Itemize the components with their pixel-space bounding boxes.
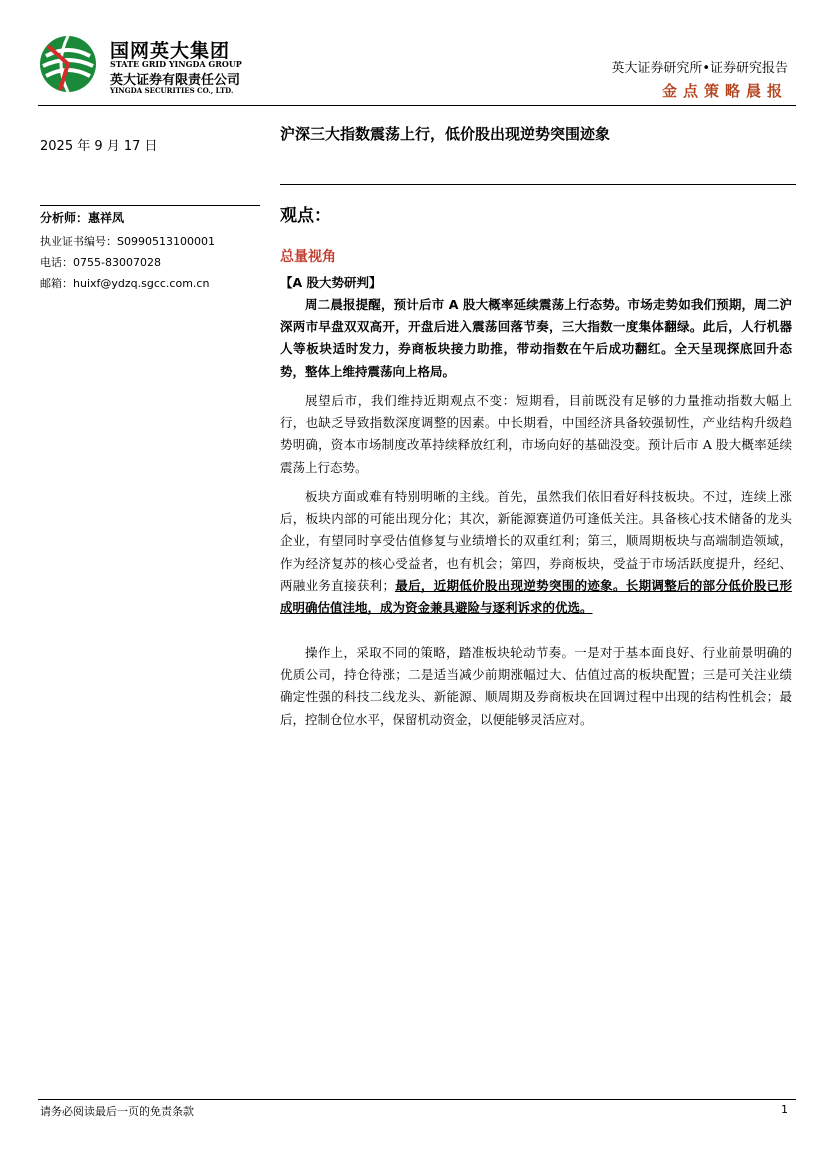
institution-label: 英大证券研究所•证券研究报告 (611, 61, 788, 76)
sidebar-divider (40, 205, 260, 206)
logo-cn2-text: 英大证券有限责任公司 (110, 73, 241, 88)
header-divider (38, 105, 796, 106)
section-heading: 总量视角 (280, 249, 336, 265)
page-number: 1 (781, 1103, 788, 1116)
sectors-highlight: 最后，近期低价股出现逆势突围的迹象。长期调整后的部分低价股已形成明确估值洼地，成为资金兼具避险与逐利诉求的优选。 (280, 577, 792, 616)
analyst-name: 分析师：惠祥凤 (40, 211, 125, 225)
paragraph-sectors (280, 486, 792, 619)
logo-en2-text: YINGDA SECURITIES CO., LTD. (110, 86, 234, 95)
logo-en-text: STATE GRID YINGDA GROUP (110, 59, 242, 69)
disclaimer-note: 请务必阅读最后一页的免责条款 (40, 1105, 194, 1118)
globe-logo-icon (38, 34, 98, 94)
logo-cn-text: 国网英大集团 (110, 40, 231, 62)
sectors-text: 板块方面或难有特别明晰的主线。首先，虽然我们依旧看好科技板块。不过，连续上涨后，板块内部的可能出现分化；其次，新能源赛道仍可逢低关注。具备核心技术储备的龙头企业，有望同时享受估值修复与业绩增长的双重红利；第三，顺周期板块与高端制造领域，作为经济复苏的核心受益者，也有机会；第四，券商板块，受益于市场活跃度提升，经纪、两融业务直接获利； (280, 489, 792, 593)
paragraph-summary: 周二晨报提醒，预计后市 A 股大概率延续震荡上行态势。市场走势如我们预期，周二沪深两市早盘双双高开，开盘后进入震荡回落节奏，三大指数一度集体翻绿。此后，人行机器人等板块适时发力，券商板块接力助推，带动指数在午后成功翻红。全天呈现探底回升态势，整体上维持震荡向上格局。 (280, 297, 792, 379)
footer-divider (38, 1099, 796, 1100)
subsection-heading: 【A 股大势研判】 (280, 275, 382, 290)
report-type-label: 金点策略晨报 (661, 82, 788, 100)
company-logo (38, 34, 252, 94)
title-divider (280, 184, 796, 185)
report-title: 沪深三大指数震荡上行，低价股出现逆势突围迹象 (280, 125, 611, 143)
paragraph-outlook: 展望后市，我们维持近期观点不变：短期看，目前既没有足够的力量推动指数大幅上行，也缺乏导致指数深度调整的因素。中长期看，中国经济具备较强韧性，产业结构升级趋势明确，资本市场制度改革持续释放红利，市场向好的基础没变。预计后市 A 股大概率延续震荡上行态势。 (280, 393, 792, 475)
view-heading: 观点： (280, 206, 331, 226)
phone-number: 电话：0755-83007028 (40, 256, 161, 269)
report-date: 2025 年 9 月 17 日 (40, 139, 158, 154)
cert-number: 执业证书编号：S0990513100001 (40, 235, 215, 248)
paragraph-operations: 操作上，采取不同的策略，踏准板块轮动节奏。一是对于基本面良好、行业前景明确的优质公司，持仓待涨；二是适当减少前期涨幅过大、估值过高的板块配置；三是可关注业绩确定性强的科技二线龙头、新能源、顺周期及券商板块在回调过程中出现的结构性机会；最后，控制仓位水平，保留机动资金，以便能够灵活应对。 (280, 645, 792, 727)
email-address: 邮箱：huixf@ydzq.sgcc.com.cn (40, 277, 210, 290)
